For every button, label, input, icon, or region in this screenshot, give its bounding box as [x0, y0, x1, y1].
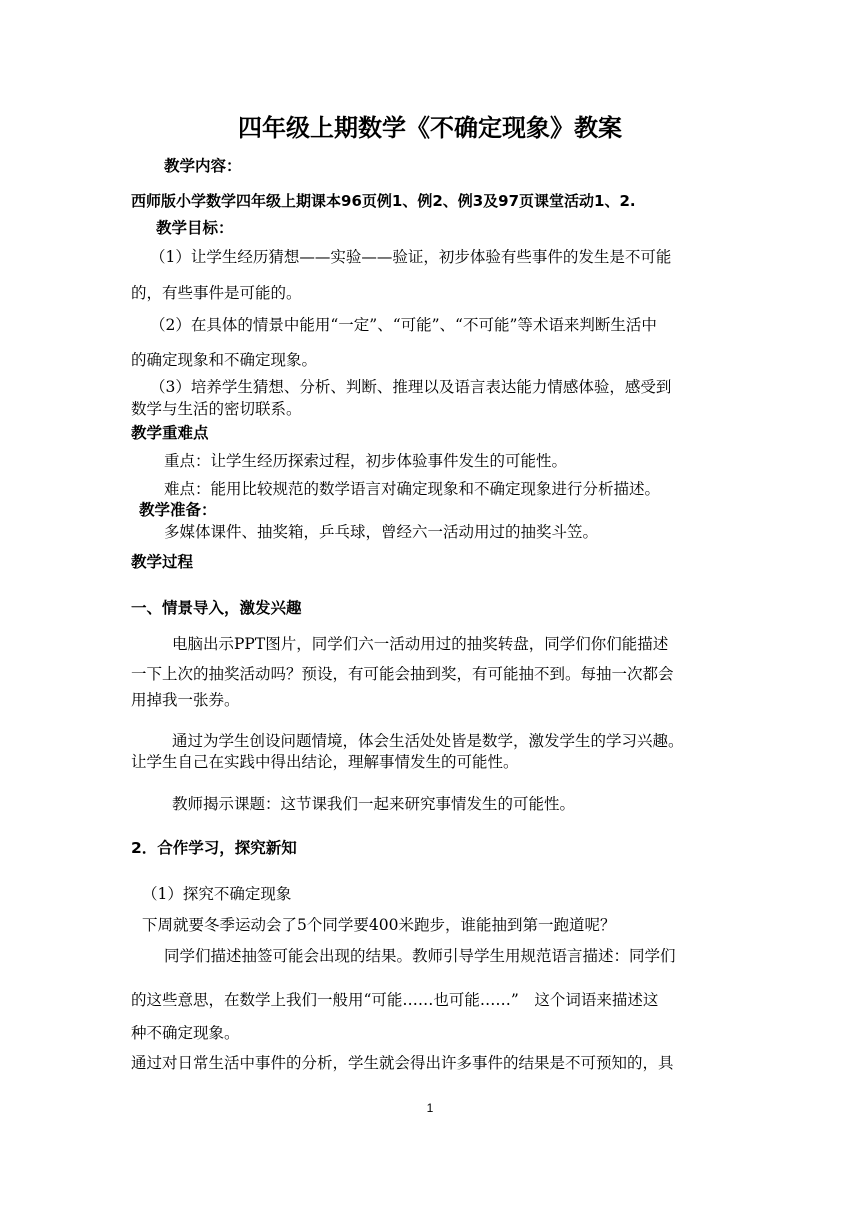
- heading-teaching-goals: 教学目标：: [156, 219, 234, 237]
- paragraph-line: （1）让学生经历猜想——实验——验证，初步体验有些事件的发生是不可能: [150, 248, 672, 266]
- paragraph-line: 难点：能用比较规范的数学语言对确定现象和不确定现象进行分析描述。: [164, 480, 661, 498]
- paragraph-line: 一下上次的抽奖活动吗？预设，有可能会抽到奖，有可能抽不到。每抽一次都会: [131, 665, 674, 683]
- paragraph-line: 同学们描述抽签可能会出现的结果。教师引导学生用规范语言描述：同学们: [164, 947, 676, 965]
- heading-preparation: 教学准备：: [139, 501, 217, 519]
- section-heading-1: 一、情景导入，激发兴趣: [131, 599, 302, 617]
- paragraph-line: 数学与生活的密切联系。: [131, 400, 302, 418]
- paragraph-line: 西师版小学数学四年级上期课本96页例1、例2、例3及97页课堂活动1、2.: [131, 192, 636, 210]
- heading-key-points: 教学重难点: [131, 424, 209, 442]
- paragraph-line: 用掉我一张券。: [131, 691, 240, 709]
- paragraph-line: 通过为学生创设问题情境，体会生活处处皆是数学，激发学生的学习兴趣。: [172, 732, 684, 750]
- paragraph-line: 教师揭示课题：这节课我们一起来研究事情发生的可能性。: [172, 795, 576, 813]
- paragraph-line: 下周就要冬季运动会了5个同学要400米跑步，谁能抽到第一跑道呢？: [142, 916, 616, 934]
- paragraph-line: 让学生自己在实践中得出结论，理解事情发生的可能性。: [131, 753, 519, 771]
- heading-teaching-content: 教学内容：: [164, 157, 242, 175]
- paragraph-line: （3）培养学生猜想、分析、判断、推理以及语言表达能力情感体验，感受到: [150, 378, 672, 396]
- document-title: 四年级上期数学《不确定现象》教案: [238, 114, 622, 142]
- paragraph-line: 种不确定现象。: [131, 1024, 240, 1042]
- paragraph-line: 通过对日常生活中事件的分析，学生就会得出许多事件的结果是不可预知的，具: [131, 1054, 674, 1072]
- paragraph-line: 的这些意思，在数学上我们一般用“可能……也可能……” 这个词语来描述这: [131, 991, 659, 1009]
- heading-teaching-process: 教学过程: [131, 553, 194, 571]
- page-number: 1: [426, 1101, 434, 1115]
- paragraph-line: 的确定现象和不确定现象。: [131, 351, 318, 369]
- paragraph-line: 电脑出示PPT图片，同学们六一活动用过的抽奖转盘，同学们你们能描述: [172, 635, 669, 653]
- paragraph-line: （2）在具体的情景中能用“一定”、“可能”、“不可能”等术语来判断生活中: [150, 316, 657, 334]
- section-heading-2: 2．合作学习，探究新知: [131, 839, 297, 857]
- paragraph-line: 的，有些事件是可能的。: [131, 284, 302, 302]
- paragraph-line: 多媒体课件、抽奖箱，乒乓球，曾经六一活动用过的抽奖斗笠。: [164, 523, 599, 541]
- paragraph-line: 重点：让学生经历探索过程，初步体验事件发生的可能性。: [164, 452, 568, 470]
- paragraph-line: （1）探究不确定现象: [142, 885, 292, 903]
